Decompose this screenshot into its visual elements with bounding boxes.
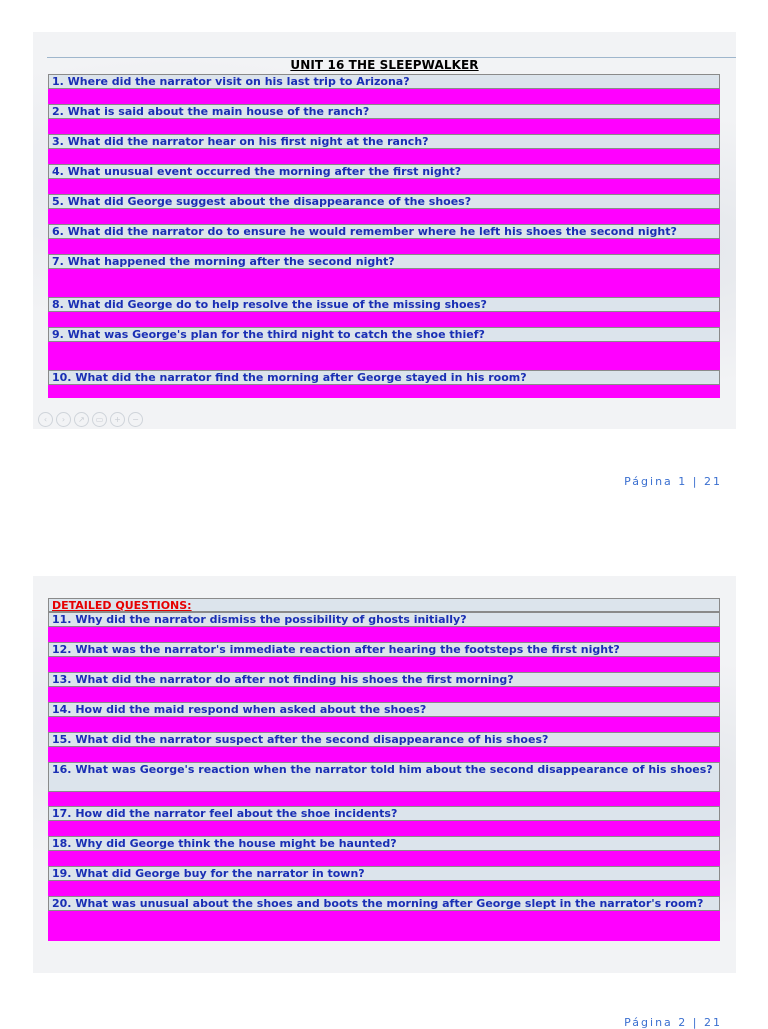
question-2: 2. What is said about the main house of the ranch?: [48, 104, 720, 119]
back-icon[interactable]: ‹: [38, 412, 53, 427]
question-12: 12. What was the narrator's immediate reaction after hearing the footsteps the first night?: [48, 642, 720, 657]
question-4: 4. What unusual event occurred the morning after the first night?: [48, 164, 720, 179]
question-list-page-2: [48, 598, 720, 941]
answer-box-5[interactable]: [48, 209, 720, 224]
worksheet-title: UNIT 16 THE SLEEPWALKER: [290, 58, 479, 72]
question-19: 19. What did George buy for the narrator in town?: [48, 866, 720, 881]
question-20: 20. What was unusual about the shoes and boots the morning after George slept in the narrator's room?: [48, 896, 720, 911]
detailed-questions-heading: DETAILED QUESTIONS:: [48, 598, 720, 612]
question-8: 8. What did George do to help resolve the issue of the missing shoes?: [48, 297, 720, 312]
answer-box-17[interactable]: [48, 821, 720, 836]
question-1: 1. Where did the narrator visit on his last trip to Arizona?: [48, 74, 720, 89]
zoom-in-icon[interactable]: +: [110, 412, 125, 427]
answer-box-16[interactable]: [48, 792, 720, 806]
question-11: 11. Why did the narrator dismiss the possibility of ghosts initially?: [48, 612, 720, 627]
answer-box-8[interactable]: [48, 312, 720, 327]
answer-box-13[interactable]: [48, 687, 720, 702]
answer-box-10[interactable]: [48, 385, 720, 398]
question-5: 5. What did George suggest about the disappearance of the shoes?: [48, 194, 720, 209]
viewer-toolbar: [38, 412, 143, 427]
question-6: 6. What did the narrator do to ensure he would remember where he left his shoes the second night?: [48, 224, 720, 239]
question-18: 18. Why did George think the house might be haunted?: [48, 836, 720, 851]
page-number-1: Página 1 | 21: [624, 475, 722, 488]
answer-box-15[interactable]: [48, 747, 720, 762]
answer-box-14[interactable]: [48, 717, 720, 732]
fullscreen-icon[interactable]: ↗: [74, 412, 89, 427]
question-15: 15. What did the narrator suspect after the second disappearance of his shoes?: [48, 732, 720, 747]
answer-box-6[interactable]: [48, 239, 720, 254]
page-number-2: Página 2 | 21: [624, 1016, 722, 1029]
page-2-sheet: [33, 576, 736, 973]
answer-box-19[interactable]: [48, 881, 720, 896]
answer-box-7[interactable]: [48, 269, 720, 297]
question-10: 10. What did the narrator find the morning after George stayed in his room?: [48, 370, 720, 385]
answer-box-9[interactable]: [48, 342, 720, 370]
forward-icon[interactable]: ›: [56, 412, 71, 427]
answer-box-20[interactable]: [48, 911, 720, 941]
page-1-sheet: [33, 32, 736, 429]
question-3: 3. What did the narrator hear on his first night at the ranch?: [48, 134, 720, 149]
answer-box-2[interactable]: [48, 119, 720, 134]
answer-box-12[interactable]: [48, 657, 720, 672]
zoom-out-icon[interactable]: −: [128, 412, 143, 427]
answer-box-1[interactable]: [48, 89, 720, 104]
question-13: 13. What did the narrator do after not finding his shoes the first morning?: [48, 672, 720, 687]
question-17: 17. How did the narrator feel about the shoe incidents?: [48, 806, 720, 821]
answer-box-4[interactable]: [48, 179, 720, 194]
question-list-page-1: [48, 74, 720, 398]
answer-box-18[interactable]: [48, 851, 720, 866]
question-14: 14. How did the maid respond when asked about the shoes?: [48, 702, 720, 717]
answer-box-3[interactable]: [48, 149, 720, 164]
question-7: 7. What happened the morning after the second night?: [48, 254, 720, 269]
answer-box-11[interactable]: [48, 627, 720, 642]
question-16: 16. What was George's reaction when the narrator told him about the second disappearance of his shoes?: [48, 762, 720, 792]
copy-icon[interactable]: ▭: [92, 412, 107, 427]
question-9: 9. What was George's plan for the third night to catch the shoe thief?: [48, 327, 720, 342]
